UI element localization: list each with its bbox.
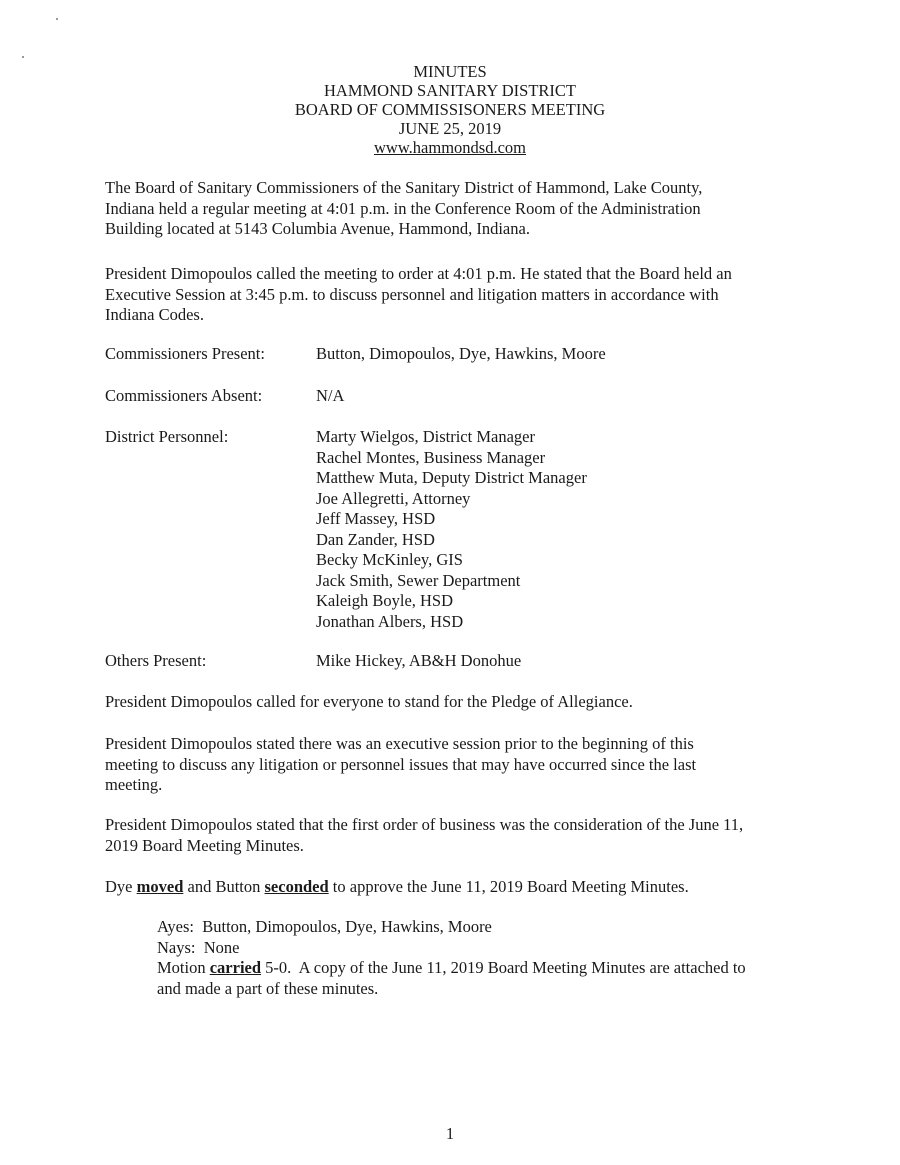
list-item: Marty Wielgos, District Manager (316, 427, 535, 446)
list-item: Becky McKinley, GIS (316, 550, 463, 569)
list-item: Dan Zander, HSD (316, 529, 435, 549)
header-date: JUNE 25, 2019 (398, 119, 502, 138)
motion-paragraph (105, 877, 805, 898)
motion-carried-line (157, 958, 797, 979)
text-line: The Board of Sanitary Commissioners of the Sanitary District of Hammond, Lake County, (105, 178, 703, 197)
commissioners-present-value: Button, Dimopoulos, Dye, Hawkins, Moore (316, 344, 606, 363)
text-line: meeting to discuss any litigation or personnel issues that may have occurred since the last (105, 754, 697, 774)
page-number: 1 (445, 1124, 455, 1143)
scan-speck (56, 18, 58, 20)
motion-label: Motion (157, 958, 210, 977)
others-present-label: Others Present: (105, 651, 207, 670)
list-item: Rachel Montes, Business Manager (316, 447, 546, 467)
commissioners-absent-label: Commissioners Absent: (105, 386, 263, 405)
list-item: Joe Allegretti, Attorney (316, 488, 471, 508)
others-present-value: Mike Hickey, AB&H Donohue (316, 651, 522, 670)
text-line: Building located at 5143 Columbia Avenue, Hammond, Indiana. (105, 219, 530, 238)
executive-session-paragraph (105, 734, 805, 796)
header-title: MINUTES (413, 62, 487, 81)
intro-paragraph (105, 178, 805, 240)
first-order-paragraph (105, 815, 805, 856)
motion-text: to approve the June 11, 2019 Board Meeting Minutes. (328, 877, 689, 896)
header-meeting-type: BOARD OF COMMISSISONERS MEETING (294, 100, 606, 119)
website-link[interactable]: www.hammondsd.com (374, 138, 526, 157)
text-line: meeting. (105, 775, 163, 794)
list-item: Jeff Massey, HSD (316, 509, 436, 528)
text-line: Indiana Codes. (105, 305, 204, 324)
vote-result (157, 917, 797, 999)
pledge-paragraph: President Dimopoulos called for everyone to stand for the Pledge of Allegiance. (105, 692, 633, 711)
seconded-keyword: seconded (264, 877, 329, 896)
ayes-line: Ayes: Button, Dimopoulos, Dye, Hawkins, Moore (157, 917, 492, 936)
motion-result-text: 5-0. A copy of the June 11, 2019 Board Meeting Minutes are attached to (261, 958, 746, 977)
motion-mover: Dye (105, 877, 133, 896)
scan-speck (22, 56, 24, 58)
text-line: President Dimopoulos stated that the first order of business was the consideration of the June 11, (105, 815, 744, 834)
text-line: 2019 Board Meeting Minutes. (105, 835, 304, 855)
list-item: Matthew Muta, Deputy District Manager (316, 468, 587, 487)
commissioners-absent-value: N/A (316, 386, 345, 405)
call-to-order-paragraph (105, 264, 805, 326)
list-item: Jack Smith, Sewer Department (316, 570, 521, 590)
motion-carried-line-2: and made a part of these minutes. (157, 978, 379, 998)
motion-seconder: and Button (183, 877, 265, 896)
text-line: President Dimopoulos called the meeting to order at 4:01 p.m. He stated that the Board held an (105, 264, 732, 283)
text-line: Executive Session at 3:45 p.m. to discuss personnel and litigation matters in accordance with (105, 284, 719, 304)
carried-keyword: carried (209, 958, 262, 977)
list-item: Kaleigh Boyle, HSD (316, 591, 454, 610)
list-item: Jonathan Albers, HSD (316, 611, 464, 631)
commissioners-present-label: Commissioners Present: (105, 344, 265, 363)
text-line: Indiana held a regular meeting at 4:01 p.m. in the Conference Room of the Administration (105, 198, 701, 218)
district-personnel-list (316, 427, 587, 632)
document-header (0, 62, 900, 157)
nays-line: Nays: None (157, 937, 240, 957)
header-organization: HAMMOND SANITARY DISTRICT (324, 81, 576, 100)
moved-keyword: moved (136, 877, 184, 896)
district-personnel-label: District Personnel: (105, 427, 229, 446)
text-line: President Dimopoulos stated there was an executive session prior to the beginning of this (105, 734, 694, 753)
